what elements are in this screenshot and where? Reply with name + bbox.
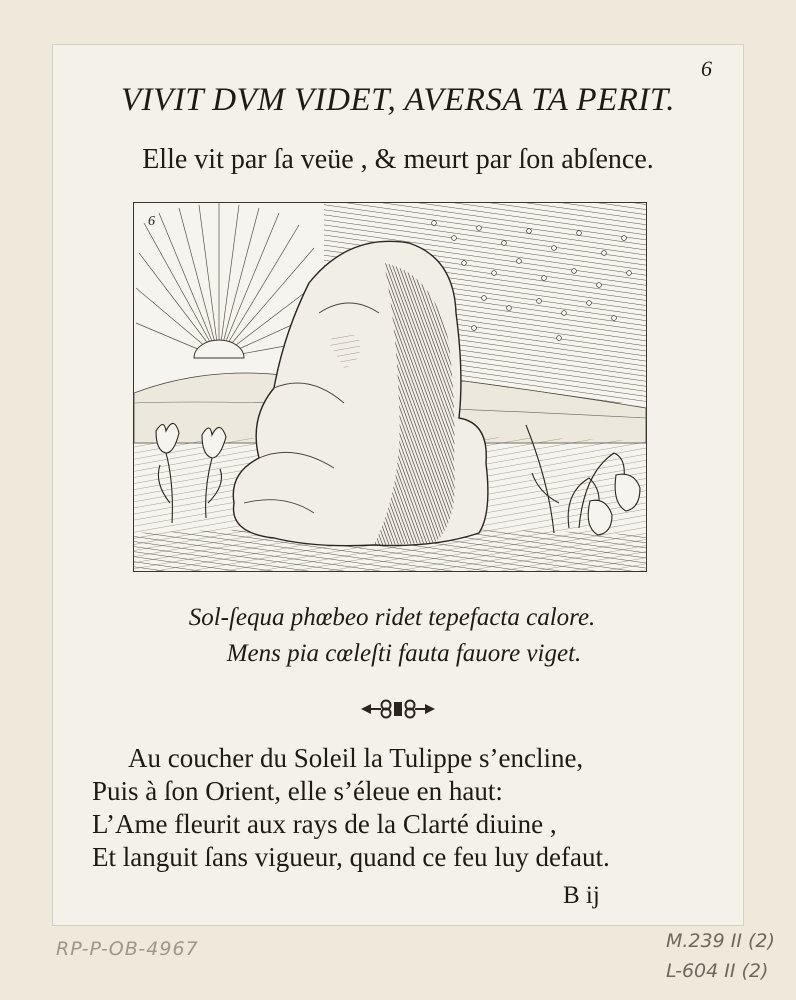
french-verse-line-2: Puis à ſon Orient, elle s’éleue en haut:	[92, 776, 503, 806]
printed-page	[52, 44, 744, 926]
latin-verse-line-2: Mens pia cœleſti fauta fauore viget.	[226, 640, 582, 667]
page-number: 6	[701, 56, 712, 81]
french-motto: Elle vit par ſa veüe , & meurt par ſon abſence.	[142, 144, 654, 175]
inventory-number: RP-P-OB-4967	[56, 938, 199, 960]
catalogue-reference-1: M.239 II (2)	[666, 930, 775, 952]
french-verse-line-4: Et languit ſans vigueur, quand ce feu luy defaut.	[92, 842, 610, 872]
emblem-engraving	[134, 203, 646, 571]
emblem-plate	[133, 202, 647, 572]
french-verse-line-3: L’Ame fleurit aux rays de la Clarté diuine ,	[92, 809, 557, 839]
fleuron-ornament-icon	[359, 696, 437, 722]
french-verse-line-1: Au coucher du Soleil la Tulippe s’encline,	[128, 743, 584, 773]
latin-verse-line-1: Sol-ſequa phœbeo ridet tepefacta calore.	[188, 604, 596, 631]
plate-number: 6	[148, 214, 155, 229]
latin-motto: VIVIT DVM VIDET, AVERSA TA PERIT.	[120, 82, 676, 118]
signature-mark: B ij	[563, 882, 600, 909]
catalogue-reference-2: L-604 II (2)	[666, 960, 769, 982]
